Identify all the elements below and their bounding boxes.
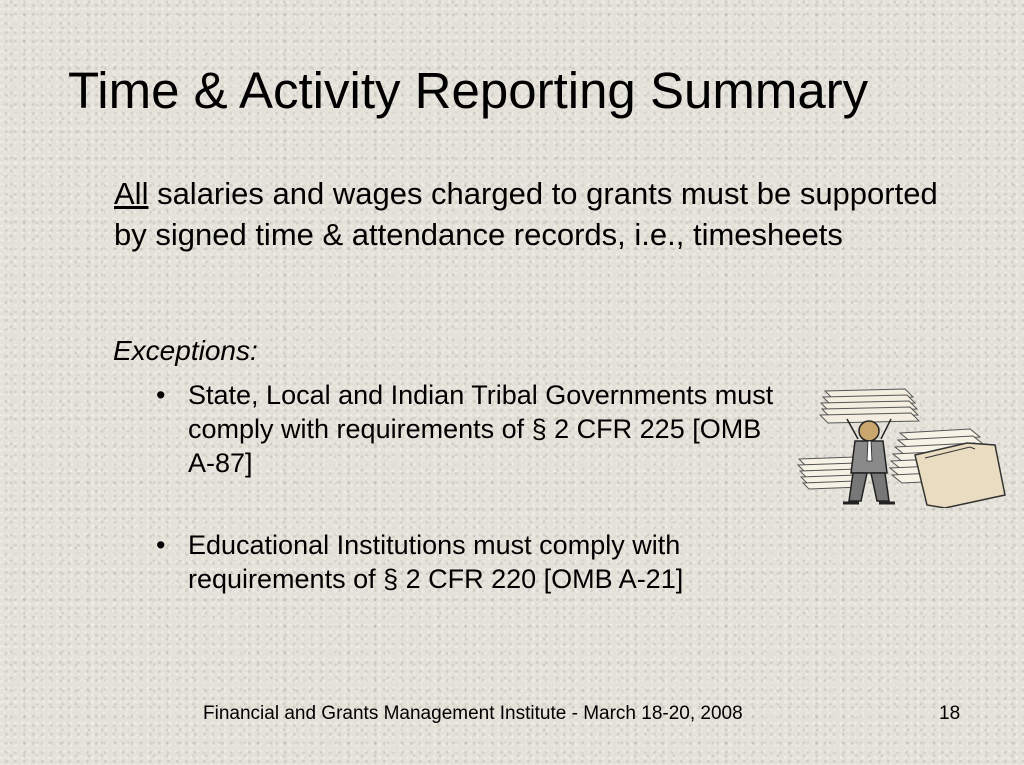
bullet-text: State, Local and Indian Tribal Governments must comply with requirements of § 2 CFR 225 [OMB A-87] [188, 380, 774, 478]
body-text: salaries and wages charged to grants must be supported by signed time & attendance records, i.e., timesheets [114, 176, 938, 252]
underlined-word: All [114, 176, 149, 211]
bullet-item-state-local [154, 378, 794, 480]
bullet-text: Educational Institutions must comply with requirements of § 2 CFR 220 [OMB A-21] [188, 530, 684, 594]
bullet-item-educational [154, 528, 794, 596]
man-carrying-papers-icon [795, 383, 1010, 508]
body-paragraph [114, 173, 974, 255]
page-number: 18 [939, 703, 961, 724]
bullet-list [154, 378, 794, 644]
exceptions-heading: Exceptions: [113, 335, 258, 366]
bullet-marker: • [156, 380, 166, 410]
footer-text: Financial and Grants Management Institute - March 18-20, 2008 [203, 703, 743, 724]
slide-title: Time & Activity Reporting Summary [68, 62, 869, 119]
bullet-marker: • [156, 530, 166, 560]
